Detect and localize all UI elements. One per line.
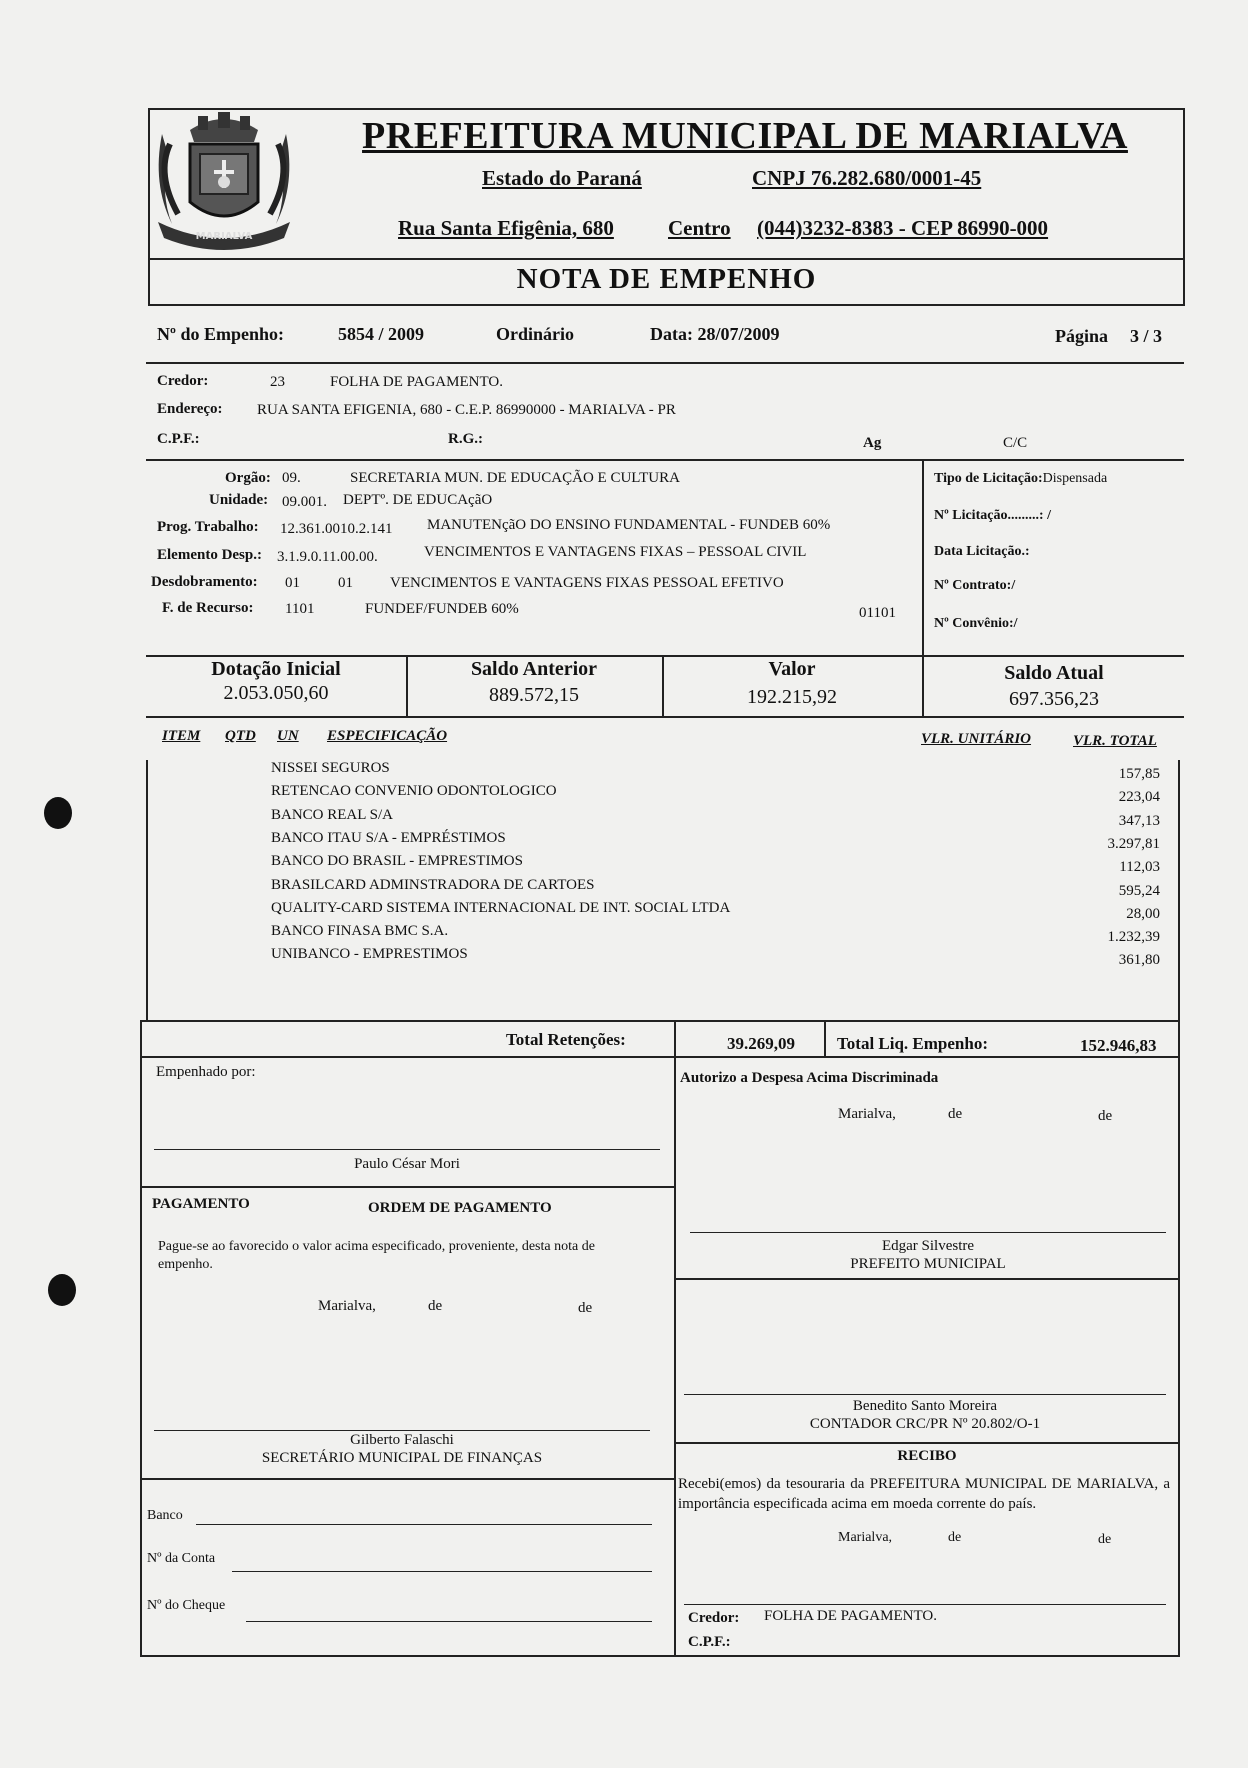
phone-cep-label: (044)3232-8383 - CEP 86990-000 xyxy=(757,216,1049,240)
num-licitacao: Nº Licitação.........: / xyxy=(934,508,1051,523)
cnpj-label: CNPJ 76.282.680/0001-45 xyxy=(752,166,982,190)
total-liquido-label: Total Liq. Empenho: xyxy=(837,1034,988,1053)
empenho-type: Ordinário xyxy=(496,324,575,344)
left-marialva: Marialva, xyxy=(318,1298,376,1314)
recibo-text: Recebi(emos) da tesouraria da PREFEITURA MUNICIPAL DE MARIALVA, a importância especificada acima em moeda corrente do país. xyxy=(678,1476,1170,1512)
recibo-credor-value: FOLHA DE PAGAMENTO. xyxy=(764,1608,937,1624)
right-marialva-1: Marialva, xyxy=(838,1106,896,1122)
recibo-cpf-label: C.P.F.: xyxy=(688,1634,731,1650)
unidade-code: 09.001. xyxy=(282,494,327,510)
contador-name: Benedito Santo Moreira xyxy=(852,1398,998,1414)
right-de-1a: de xyxy=(948,1106,963,1122)
list-item-total: 361,80 xyxy=(1118,952,1160,969)
secretario-title: SECRETÁRIO MUNICIPAL DE FINANÇAS xyxy=(261,1450,543,1466)
orgao-label: Orgão: xyxy=(225,470,271,486)
desdobramento-name: VENCIMENTOS E VANTAGENS FIXAS PESSOAL EFETIVO xyxy=(390,575,784,591)
secretario-name: Gilberto Falaschi xyxy=(350,1432,454,1448)
page-number: 3 / 3 xyxy=(1130,326,1163,346)
left-de-1: de xyxy=(428,1298,443,1314)
tipo-licitacao xyxy=(934,471,1107,487)
unidade-label: Unidade: xyxy=(209,492,269,508)
valor-value: 192.215,92 xyxy=(747,686,837,708)
credor-name: FOLHA DE PAGAMENTO. xyxy=(330,374,503,390)
pagamento-label: PAGAMENTO xyxy=(152,1196,250,1212)
prog-label: Prog. Trabalho: xyxy=(157,519,259,535)
saldo-anterior-label: Saldo Anterior xyxy=(470,658,598,680)
col-un: UN xyxy=(277,728,299,744)
right-de-2b: de xyxy=(1098,1532,1112,1547)
col-especificacao: ESPECIFICAÇÃO xyxy=(327,728,448,744)
col-qtd: QTD xyxy=(225,728,256,744)
document-title: NOTA DE EMPENHO xyxy=(516,263,817,295)
dotacao-label: Dotação Inicial xyxy=(211,658,341,680)
recurso-code: 1101 xyxy=(285,601,315,617)
banco-field[interactable] xyxy=(196,1524,652,1525)
valor-label: Valor xyxy=(768,658,816,680)
orgao-name: SECRETARIA MUN. DE EDUCAÇÃO E CULTURA xyxy=(350,470,680,486)
desdobramento-a: 01 xyxy=(285,575,300,591)
recurso-name: FUNDEF/FUNDEB 60% xyxy=(365,601,519,617)
recibo-credor-label: Credor: xyxy=(688,1610,740,1626)
saldo-atual-value: 697.356,23 xyxy=(1009,688,1099,710)
left-de-2: de xyxy=(578,1300,593,1316)
conta-field[interactable] xyxy=(232,1571,652,1572)
svg-text:MARIALVA: MARIALVA xyxy=(195,231,253,242)
col-vlr-total: VLR. TOTAL xyxy=(1073,733,1157,749)
endereco-value: RUA SANTA EFIGENIA, 680 - C.E.P. 86990000 - MARIALVA - PR xyxy=(257,402,676,418)
total-liquido-value: 152.946,83 xyxy=(1080,1036,1157,1055)
elemento-name: VENCIMENTOS E VANTAGENS FIXAS – PESSOAL CIVIL xyxy=(424,544,807,560)
prog-code: 12.361.0010.2.141 xyxy=(280,521,393,537)
right-de-2a: de xyxy=(948,1530,962,1545)
recibo-title: RECIBO xyxy=(897,1448,957,1464)
recurso-label: F. de Recurso: xyxy=(162,600,254,616)
empenhado-por-label: Empenhado por: xyxy=(156,1064,256,1080)
empenho-label: Nº do Empenho: xyxy=(157,324,284,344)
data-licitacao: Data Licitação.: xyxy=(934,544,1030,559)
coat-of-arms-logo xyxy=(150,104,298,260)
list-item-desc: NISSEI SEGUROS xyxy=(271,760,390,776)
num-convenio: Nº Convênio:/ xyxy=(934,616,1018,631)
cheque-label: Nº do Cheque xyxy=(147,1598,226,1613)
list-item-total: 3.297,81 xyxy=(1107,835,1160,852)
list-item-desc: BANCO ITAU S/A - EMPRÉSTIMOS xyxy=(271,829,506,846)
cheque-field[interactable] xyxy=(246,1621,652,1622)
list-item-desc: BRASILCARD ADMINSTRADORA DE CARTOES xyxy=(271,876,595,893)
conta-label: Nº da Conta xyxy=(147,1551,216,1566)
col-item: ITEM xyxy=(162,728,201,744)
list-item-desc: RETENCAO CONVENIO ODONTOLOGICO xyxy=(271,783,557,800)
list-item-total: 347,13 xyxy=(1118,812,1160,829)
elemento-label: Elemento Desp.: xyxy=(157,547,262,563)
autorizo-label: Autorizo a Despesa Acima Discriminada xyxy=(680,1070,939,1086)
list-item-desc: BANCO REAL S/A xyxy=(271,806,393,823)
empenho-number: 5854 / 2009 xyxy=(338,324,425,344)
list-item-total: 112,03 xyxy=(1119,859,1160,876)
list-item-desc: QUALITY-CARD SISTEMA INTERNACIONAL DE INT. SOCIAL LTDA xyxy=(271,899,731,916)
credor-code: 23 xyxy=(270,374,285,390)
rg-label: R.G.: xyxy=(448,431,483,447)
banco-label: Banco xyxy=(147,1508,183,1523)
tipo-licitacao-label: Tipo de Licitação: xyxy=(934,471,1043,486)
list-item-total: 223,04 xyxy=(1118,789,1160,806)
endereco-label: Endereço: xyxy=(157,401,223,417)
total-retencoes-label: Total Retenções: xyxy=(506,1030,626,1049)
unidade-name: DEPTº. DE EDUCAçãO xyxy=(343,492,493,508)
empenho-date: Data: 28/07/2009 xyxy=(650,324,780,344)
district-label: Centro xyxy=(668,216,731,240)
state-label: Estado do Paraná xyxy=(482,166,642,190)
prefeitura-title: PREFEITURA MUNICIPAL DE MARIALVA xyxy=(362,115,1128,157)
list-item-total: 28,00 xyxy=(1126,905,1160,922)
orgao-code: 09. xyxy=(282,470,301,486)
list-item-desc: BANCO FINASA BMC S.A. xyxy=(271,923,449,940)
list-item-desc: UNIBANCO - EMPRESTIMOS xyxy=(271,946,468,963)
prog-name: MANUTENçãO DO ENSINO FUNDAMENTAL - FUNDEB 60% xyxy=(427,517,831,533)
tipo-licitacao-value: Dispensada xyxy=(1042,471,1108,486)
page-label: Página xyxy=(1055,326,1109,346)
street-label: Rua Santa Efigênia, 680 xyxy=(398,216,614,240)
empenhado-por-name: Paulo César Mori xyxy=(354,1156,460,1172)
right-marialva-2: Marialva, xyxy=(838,1530,893,1545)
recurso-extra: 01101 xyxy=(859,605,896,621)
col-vlr-unitario: VLR. UNITÁRIO xyxy=(921,731,1032,747)
desdobramento-b: 01 xyxy=(338,575,353,591)
punch-hole-top xyxy=(44,797,72,829)
elemento-code: 3.1.9.0.11.00.00. xyxy=(277,549,378,565)
total-retencoes-value: 39.269,09 xyxy=(727,1034,795,1053)
pague-se-text: Pague-se ao favorecido o valor acima especificado, proveniente, desta nota de empenho. xyxy=(158,1239,595,1272)
num-contrato: Nº Contrato:/ xyxy=(934,578,1016,593)
right-de-1b: de xyxy=(1098,1108,1113,1124)
list-item-desc: BANCO DO BRASIL - EMPRESTIMOS xyxy=(271,853,523,870)
ordem-pagamento-label: ORDEM DE PAGAMENTO xyxy=(368,1200,552,1216)
prefeito-title: PREFEITO MUNICIPAL xyxy=(850,1256,1006,1272)
list-item-total: 595,24 xyxy=(1118,882,1160,899)
cpf-label: C.P.F.: xyxy=(157,431,200,447)
list-item-total: 157,85 xyxy=(1118,766,1160,782)
saldo-atual-label: Saldo Atual xyxy=(1004,662,1104,684)
desdobramento-label: Desdobramento: xyxy=(151,574,258,590)
credor-label: Credor: xyxy=(157,373,209,389)
dotacao-value: 2.053.050,60 xyxy=(223,682,329,704)
punch-hole-bottom xyxy=(48,1274,76,1306)
prefeito-name: Edgar Silvestre xyxy=(881,1238,975,1254)
contador-title: CONTADOR CRC/PR Nº 20.802/O-1 xyxy=(809,1416,1041,1432)
cc-label: C/C xyxy=(1003,435,1028,451)
list-item-total: 1.232,39 xyxy=(1107,929,1160,946)
saldo-anterior-value: 889.572,15 xyxy=(489,684,579,706)
ag-label: Ag xyxy=(863,435,882,451)
